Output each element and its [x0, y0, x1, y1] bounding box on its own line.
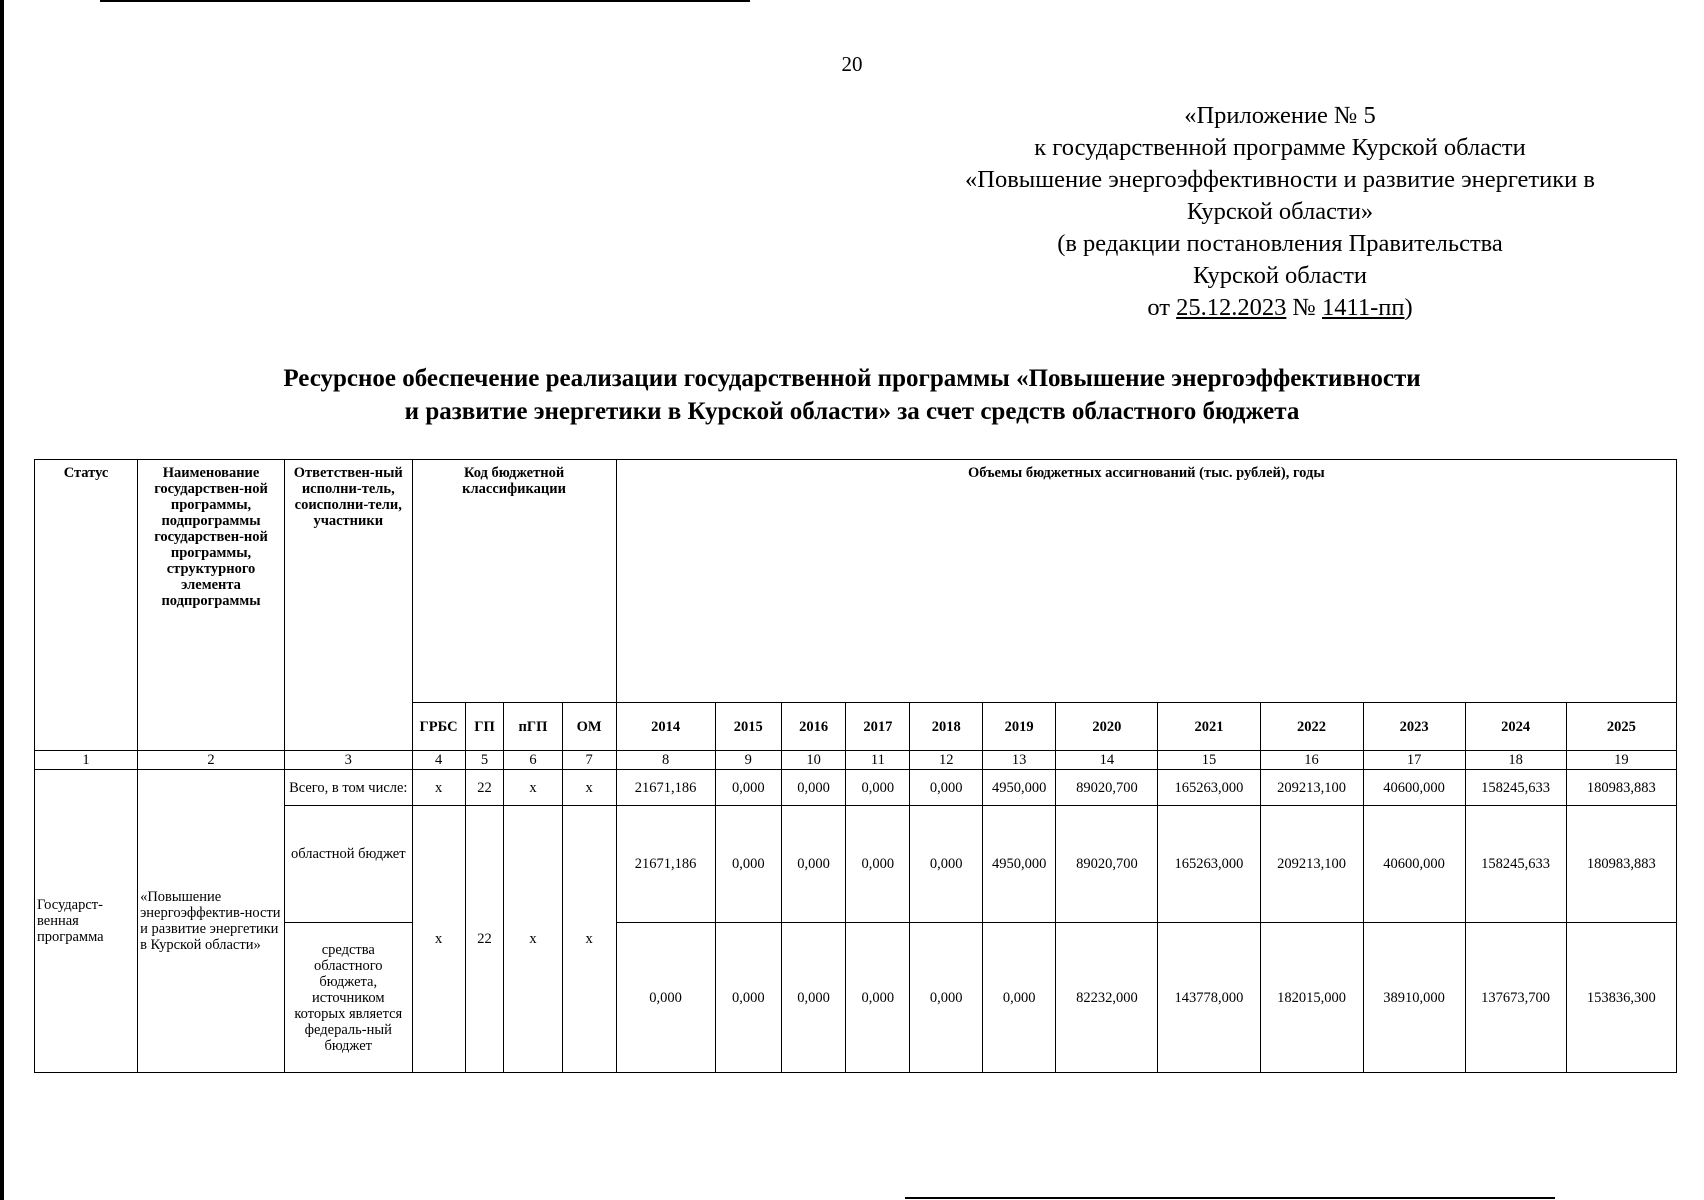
header-volumes: Объемы бюджетных ассигнований (тыс. рублей), годы: [616, 460, 1676, 703]
header-year: 2014: [616, 703, 715, 751]
header-name: Наименование государствен-ной программы, подпрограммы государствен-ной программы, структурного элемента подпрограммы: [138, 460, 285, 751]
column-number: 9: [715, 751, 781, 770]
header-year: 2021: [1158, 703, 1260, 751]
value-cell: 180983,883: [1566, 770, 1676, 806]
page-number: 20: [841, 52, 863, 76]
om-cell: х: [562, 806, 616, 1073]
header-year: 2019: [982, 703, 1055, 751]
value-cell: 153836,300: [1566, 923, 1676, 1073]
value-cell: 165263,000: [1158, 806, 1260, 923]
scan-bottom-line: [905, 1197, 1555, 1199]
executor-cell: средства областного бюджета, источником которых является федераль-ный бюджет: [285, 923, 413, 1073]
appendix-line: к государственной программе Курской области: [1034, 134, 1526, 161]
header-year: 2024: [1465, 703, 1566, 751]
header-year: 2018: [910, 703, 982, 751]
value-cell: 89020,700: [1056, 770, 1158, 806]
value-cell: 180983,883: [1566, 806, 1676, 923]
column-number: 19: [1566, 751, 1676, 770]
resource-table: [34, 459, 1677, 1073]
header-om: ОМ: [562, 703, 616, 751]
column-number: 4: [412, 751, 465, 770]
title-line: Ресурсное обеспечение реализации государственной программы «Повышение энергоэффективности: [283, 365, 1421, 392]
value-cell: 4950,000: [982, 770, 1055, 806]
value-cell: 21671,186: [616, 806, 715, 923]
column-number-row: [35, 751, 1677, 770]
value-cell: 82232,000: [1056, 923, 1158, 1073]
number-prefix: №: [1286, 294, 1322, 321]
resource-table-wrapper: [34, 459, 1677, 1073]
header-year: 2022: [1260, 703, 1363, 751]
value-cell: 158245,633: [1465, 806, 1566, 923]
column-number: 2: [138, 751, 285, 770]
header-gp: ГП: [465, 703, 504, 751]
scan-top-line: [100, 0, 750, 2]
value-cell: 0,000: [715, 770, 781, 806]
document-title: [0, 362, 1704, 428]
column-number: 17: [1363, 751, 1465, 770]
om-cell: х: [562, 770, 616, 806]
value-cell: 89020,700: [1056, 806, 1158, 923]
appendix-line: «Повышение энергоэффективности и развитие энергетики в: [965, 166, 1595, 193]
scan-edge-mark: [0, 0, 4, 1200]
grbs-cell: х: [412, 806, 465, 1073]
value-cell: 40600,000: [1363, 806, 1465, 923]
appendix-line: Курской области: [1193, 262, 1367, 289]
value-cell: 182015,000: [1260, 923, 1363, 1073]
column-number: 12: [910, 751, 982, 770]
header-pgp: пГП: [504, 703, 562, 751]
value-cell: 0,000: [715, 806, 781, 923]
value-cell: 0,000: [781, 923, 845, 1073]
column-number: 3: [285, 751, 413, 770]
column-number: 13: [982, 751, 1055, 770]
value-cell: 137673,700: [1465, 923, 1566, 1073]
appendix-header: [880, 100, 1680, 324]
value-cell: 0,000: [781, 806, 845, 923]
column-number: 18: [1465, 751, 1566, 770]
date-prefix: от: [1147, 294, 1177, 321]
value-cell: 0,000: [846, 770, 910, 806]
column-number: 10: [781, 751, 845, 770]
header-executor: Ответствен-ный исполни-тель, соисполни-тели, участники: [285, 460, 413, 751]
gp-cell: 22: [465, 770, 504, 806]
header-grbs: ГРБС: [412, 703, 465, 751]
column-number: 6: [504, 751, 562, 770]
value-cell: 165263,000: [1158, 770, 1260, 806]
resolution-number: 1411-пп: [1322, 294, 1405, 321]
value-cell: 143778,000: [1158, 923, 1260, 1073]
number-suffix: ): [1404, 294, 1413, 321]
value-cell: 0,000: [616, 923, 715, 1073]
value-cell: 0,000: [846, 806, 910, 923]
value-cell: 21671,186: [616, 770, 715, 806]
appendix-date-line: [880, 292, 1680, 324]
appendix-line: Курской области»: [1186, 198, 1374, 225]
value-cell: 40600,000: [1363, 770, 1465, 806]
value-cell: 209213,100: [1260, 770, 1363, 806]
executor-cell: областной бюджет: [285, 806, 413, 923]
column-number: 1: [35, 751, 138, 770]
column-number: 8: [616, 751, 715, 770]
resolution-date: 25.12.2023: [1176, 294, 1287, 321]
program-status: Государст-венная программа: [35, 770, 138, 1073]
column-number: 15: [1158, 751, 1260, 770]
column-number: 11: [846, 751, 910, 770]
header-year: 2020: [1056, 703, 1158, 751]
grbs-cell: х: [412, 770, 465, 806]
value-cell: 0,000: [910, 806, 982, 923]
header-status: Статус: [35, 460, 138, 751]
value-cell: 158245,633: [1465, 770, 1566, 806]
column-number: 14: [1056, 751, 1158, 770]
column-number: 5: [465, 751, 504, 770]
column-number: 16: [1260, 751, 1363, 770]
header-year: 2016: [781, 703, 845, 751]
value-cell: 38910,000: [1363, 923, 1465, 1073]
title-line: и развитие энергетики в Курской области» за счет средств областного бюджета: [404, 398, 1300, 425]
value-cell: 0,000: [846, 923, 910, 1073]
value-cell: 0,000: [910, 770, 982, 806]
header-budget-code: Код бюджетной классификации: [412, 460, 616, 703]
pgp-cell: х: [504, 806, 562, 1073]
executor-cell: Всего, в том числе:: [285, 770, 413, 806]
column-number: 7: [562, 751, 616, 770]
header-year: 2015: [715, 703, 781, 751]
value-cell: 0,000: [910, 923, 982, 1073]
table-row-total: [35, 770, 1677, 806]
appendix-line: «Приложение № 5: [1184, 102, 1376, 129]
header-year: 2023: [1363, 703, 1465, 751]
pgp-cell: х: [504, 770, 562, 806]
appendix-line: (в редакции постановления Правительства: [1057, 230, 1503, 257]
header-year: 2025: [1566, 703, 1676, 751]
program-name: «Повышение энергоэффектив-ности и развитие энергетики в Курской области»: [138, 770, 285, 1073]
value-cell: 4950,000: [982, 806, 1055, 923]
value-cell: 0,000: [781, 770, 845, 806]
value-cell: 0,000: [982, 923, 1055, 1073]
value-cell: 0,000: [715, 923, 781, 1073]
value-cell: 209213,100: [1260, 806, 1363, 923]
header-year: 2017: [846, 703, 910, 751]
gp-cell: 22: [465, 806, 504, 1073]
